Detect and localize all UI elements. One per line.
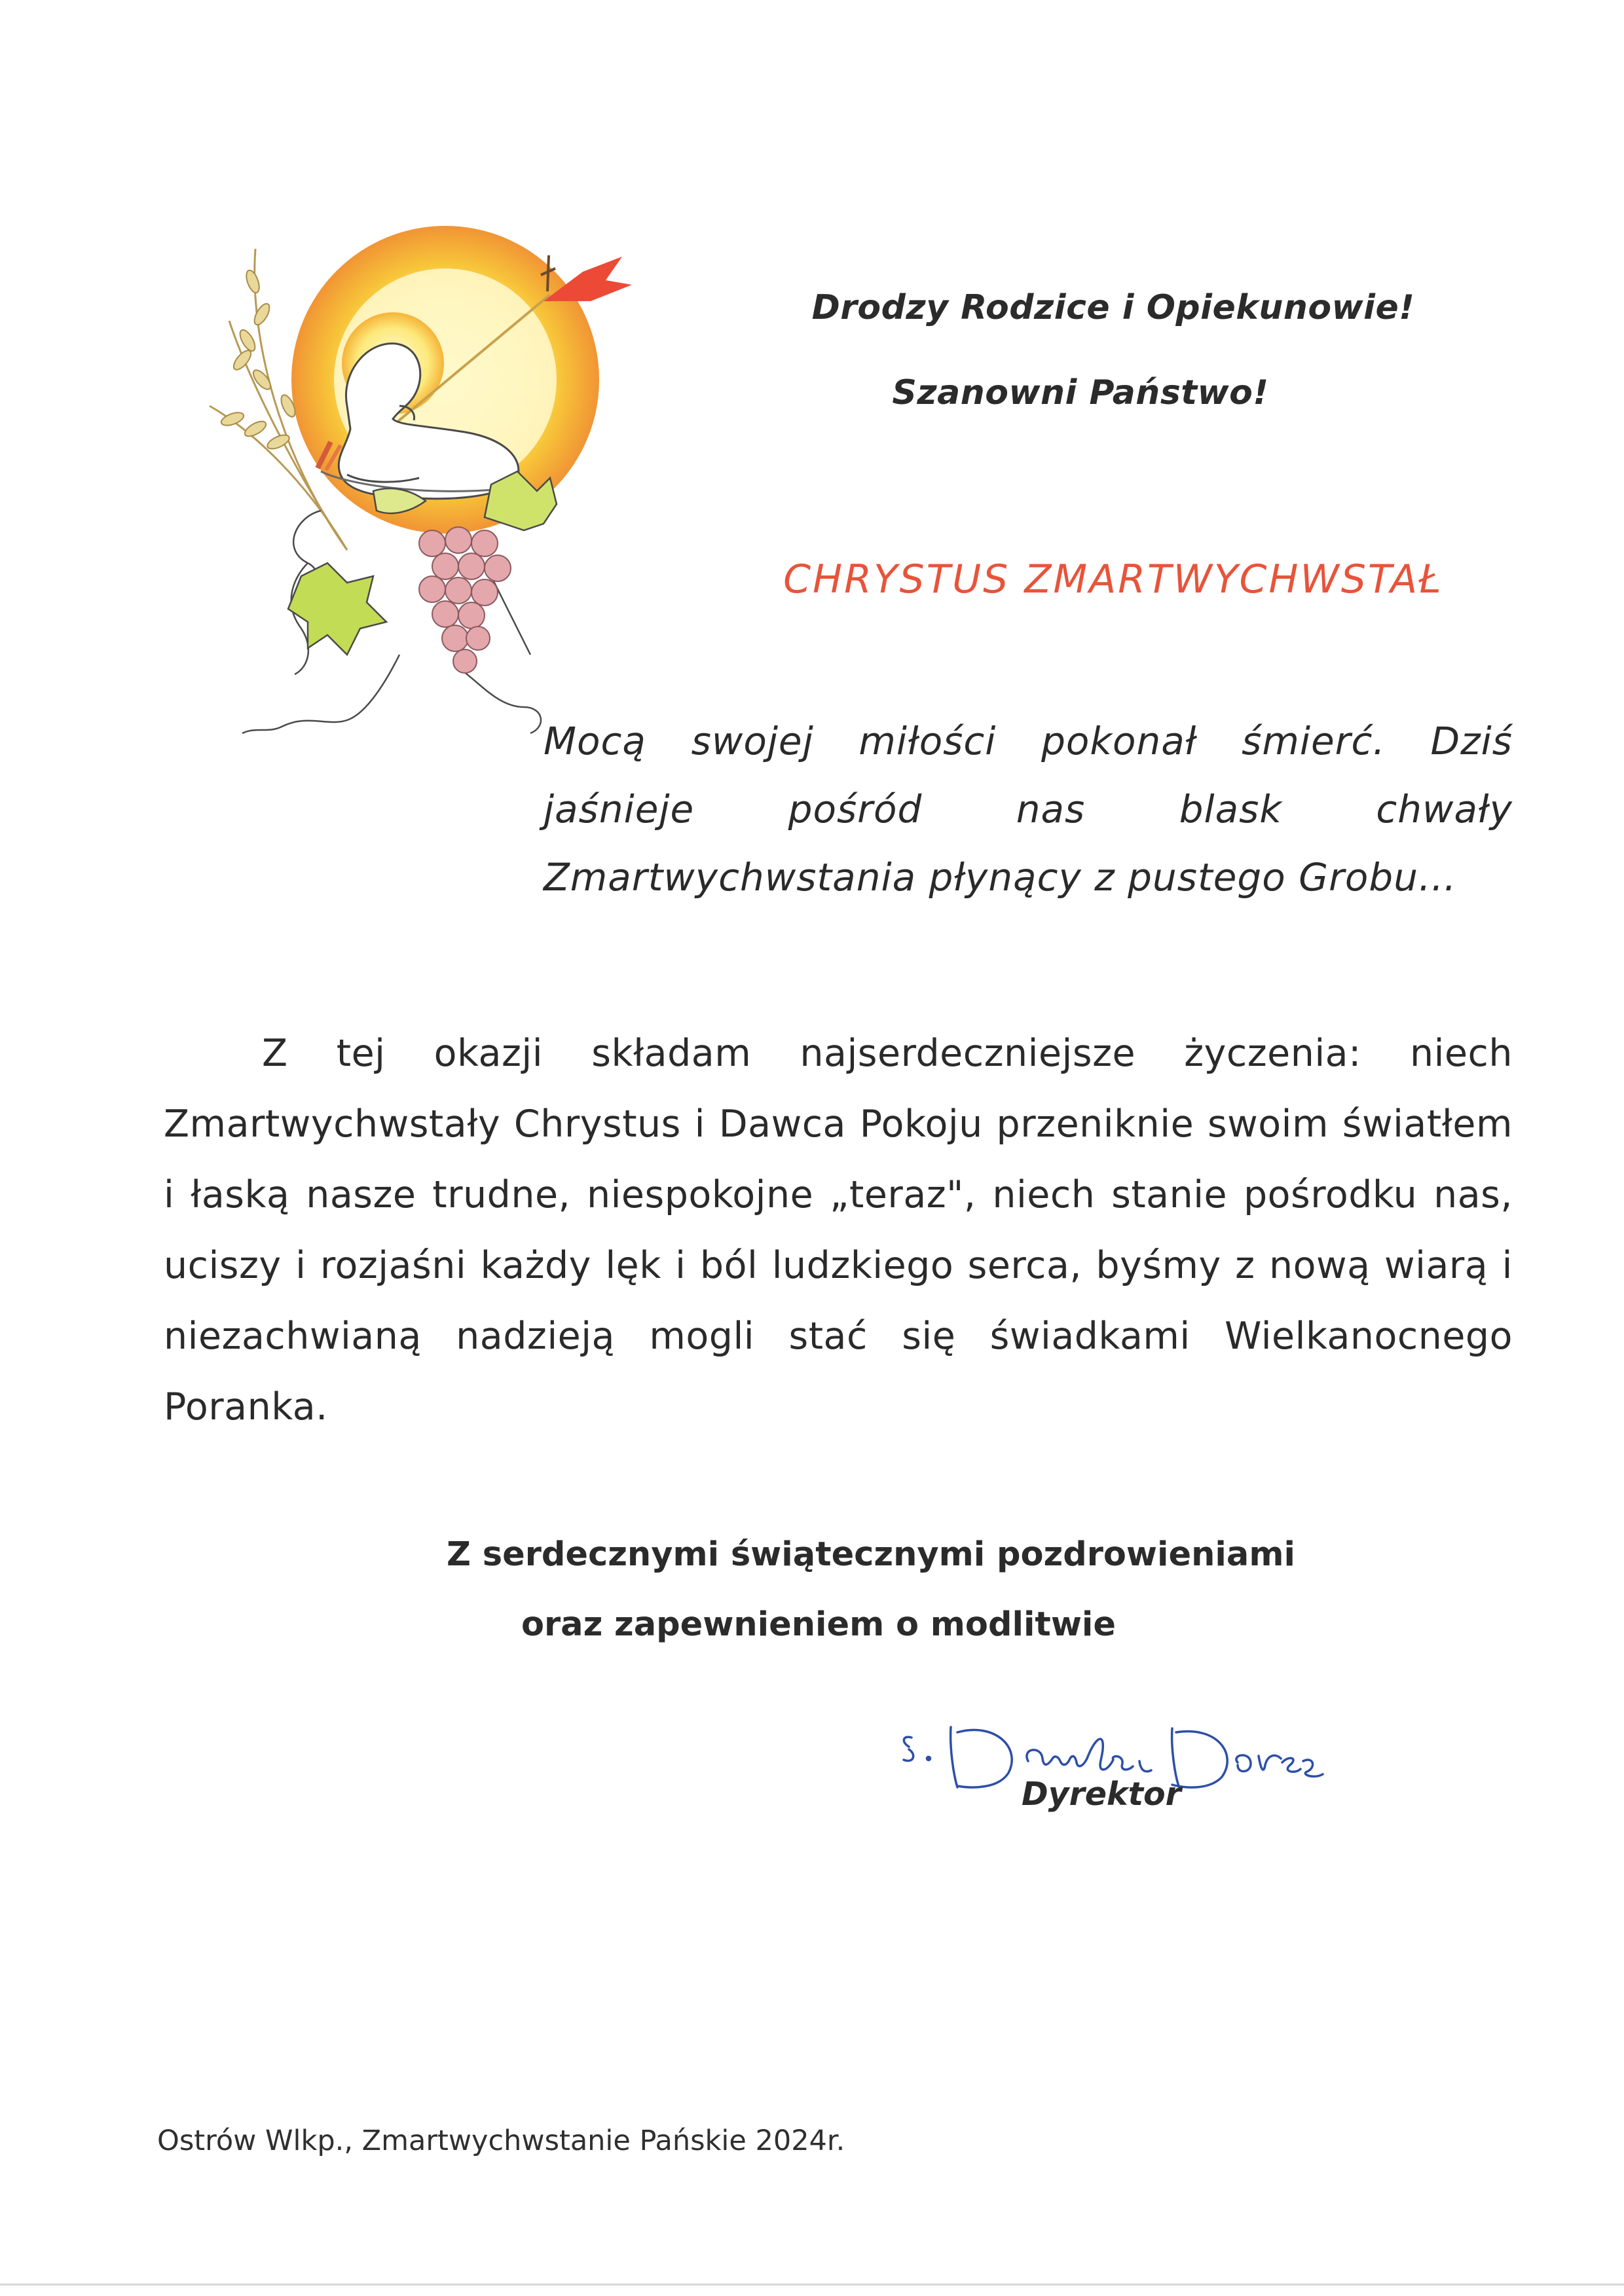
footer-place-date: Ostrów Wlkp., Zmartwychwstanie Pańskie 2024r. bbox=[157, 2124, 845, 2157]
greeting-line-1: Drodzy Rodzice i Opiekunowie! bbox=[811, 288, 1415, 327]
bottom-divider bbox=[0, 2284, 1624, 2286]
signer-title: Dyrektor bbox=[1022, 1776, 1181, 1813]
easter-lamb-illustration bbox=[151, 210, 655, 753]
closing-line-1: Z serdecznymi świątecznymi pozdrowieniami bbox=[447, 1535, 1295, 1574]
grapes-icon bbox=[419, 527, 511, 673]
headline: CHRYSTUS ZMARTWYCHWSTAŁ bbox=[783, 556, 1443, 602]
wishes-paragraph: Z tej okazji składam najserdeczniejsze życzenia: niech Zmartwychwstały Chrystus i Dawca Pokoju przeniknie swoim światłem i łaską nasze trudne, niespokojne „teraz", niech stanie pośrodku nas, uciszy i rozjaśni każdy lęk i ból ludzkiego serca, byśmy z nową wiarą i niezachwianą nadzieją mogli stać się świadkami Wielkanocnego Poranka. bbox=[164, 1032, 1513, 1429]
closing-line-2: oraz zapewnieniem o modlitwie bbox=[521, 1605, 1116, 1644]
greeting-line-2: Szanowni Państwo! bbox=[892, 373, 1269, 412]
intro-paragraph: Mocą swojej miłości pokonał śmierć. Dziś jaśnieje pośród nas blask chwały Zmartwychwstania płynący z pustego Grobu… bbox=[544, 719, 1513, 900]
